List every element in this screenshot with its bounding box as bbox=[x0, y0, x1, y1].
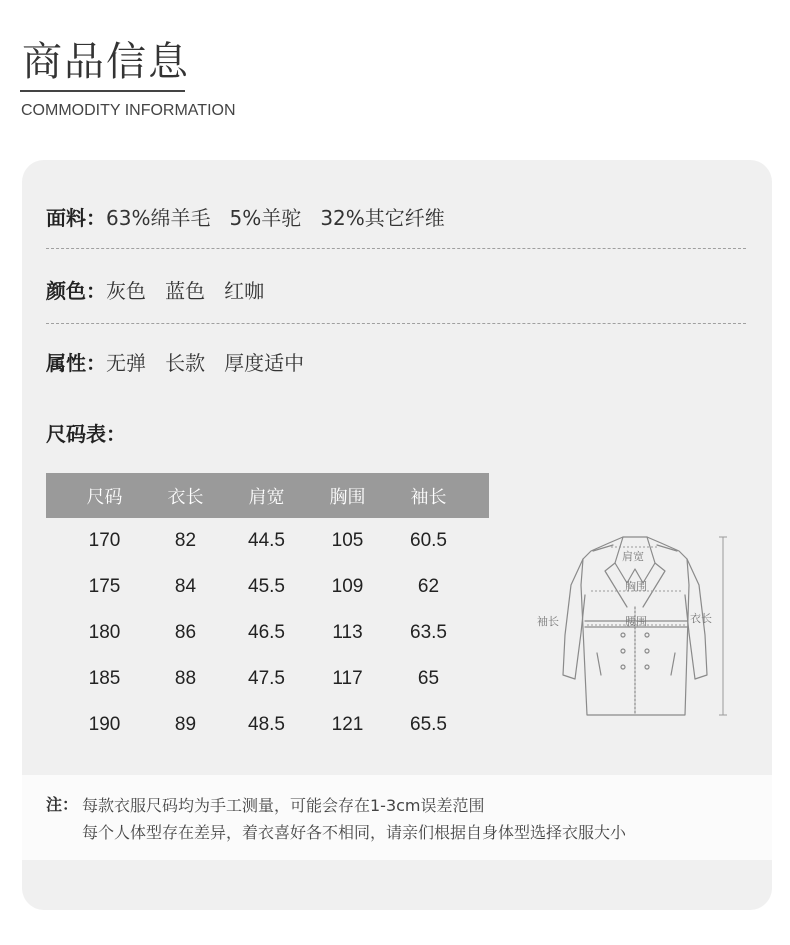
chest-label: 胸围 bbox=[625, 580, 647, 593]
length-label: 衣长 bbox=[690, 612, 712, 625]
table-cell: 65 bbox=[417, 668, 440, 689]
table-cell: 170 bbox=[88, 530, 121, 551]
table-cell: 47.5 bbox=[248, 668, 285, 689]
table-cell: 60.5 bbox=[410, 530, 447, 551]
table-row bbox=[46, 610, 489, 656]
divider bbox=[46, 323, 746, 324]
waist-label: 腰围 bbox=[625, 615, 647, 628]
table-cell: 45.5 bbox=[248, 576, 285, 597]
coat-measurement-diagram bbox=[527, 525, 737, 730]
table-cell: 46.5 bbox=[248, 622, 285, 643]
table-cell: 65.5 bbox=[410, 714, 447, 735]
table-cell: 82 bbox=[174, 530, 197, 551]
sleeve-label: 袖长 bbox=[537, 615, 559, 628]
header-length: 衣长 bbox=[167, 486, 204, 508]
attributes-row bbox=[46, 347, 304, 376]
fabric-value: 63%绵羊毛 5%羊驼 32%其它纤维 bbox=[106, 206, 445, 230]
size-chart-heading: 尺码表： bbox=[46, 422, 126, 446]
table-row bbox=[46, 518, 489, 564]
header-size: 尺码 bbox=[86, 486, 123, 508]
fabric-label: 面料： bbox=[46, 206, 106, 230]
table-cell: 44.5 bbox=[248, 530, 285, 551]
divider bbox=[46, 248, 746, 249]
fabric-row bbox=[46, 202, 445, 231]
table-cell: 63.5 bbox=[410, 622, 447, 643]
size-table bbox=[46, 473, 489, 748]
table-row bbox=[46, 564, 489, 610]
page-title: 商品信息 bbox=[22, 39, 190, 85]
table-row bbox=[46, 656, 489, 702]
attributes-value: 无弹 长款 厚度适中 bbox=[106, 351, 305, 375]
info-card bbox=[22, 160, 772, 910]
note-section bbox=[22, 775, 772, 860]
attributes-label: 属性： bbox=[46, 351, 106, 375]
note-line-1: 每款衣服尺码均为手工测量，可能会存在1-3cm误差范围 bbox=[82, 796, 485, 815]
table-row bbox=[46, 702, 489, 748]
page-subtitle: COMMODITY INFORMATION bbox=[21, 102, 236, 119]
header-chest: 胸围 bbox=[329, 486, 366, 508]
table-cell: 109 bbox=[331, 576, 364, 597]
table-cell: 89 bbox=[174, 714, 197, 735]
table-cell: 113 bbox=[332, 622, 363, 643]
note-line-2: 每个人体型存在差异，着衣喜好各不相同，请亲们根据自身体型选择衣服大小 bbox=[82, 823, 627, 842]
color-value: 灰色 蓝色 红咖 bbox=[106, 279, 265, 303]
note-label: 注： bbox=[46, 795, 79, 814]
table-cell: 190 bbox=[88, 714, 121, 735]
table-cell: 62 bbox=[417, 576, 440, 597]
color-label: 颜色： bbox=[46, 279, 106, 303]
table-cell: 88 bbox=[174, 668, 197, 689]
header-shoulder: 肩宽 bbox=[248, 486, 285, 508]
table-cell: 180 bbox=[88, 622, 121, 643]
table-cell: 121 bbox=[331, 714, 364, 735]
header-sleeve: 袖长 bbox=[410, 486, 447, 508]
table-cell: 86 bbox=[174, 622, 197, 643]
title-underline bbox=[20, 90, 185, 92]
table-cell: 84 bbox=[174, 576, 197, 597]
table-cell: 175 bbox=[88, 576, 121, 597]
size-table-header bbox=[46, 473, 489, 518]
table-cell: 185 bbox=[88, 668, 121, 689]
shoulder-label: 肩宽 bbox=[622, 550, 644, 563]
color-row bbox=[46, 275, 264, 304]
table-cell: 105 bbox=[331, 530, 364, 551]
table-cell: 117 bbox=[332, 668, 363, 689]
table-cell: 48.5 bbox=[248, 714, 285, 735]
